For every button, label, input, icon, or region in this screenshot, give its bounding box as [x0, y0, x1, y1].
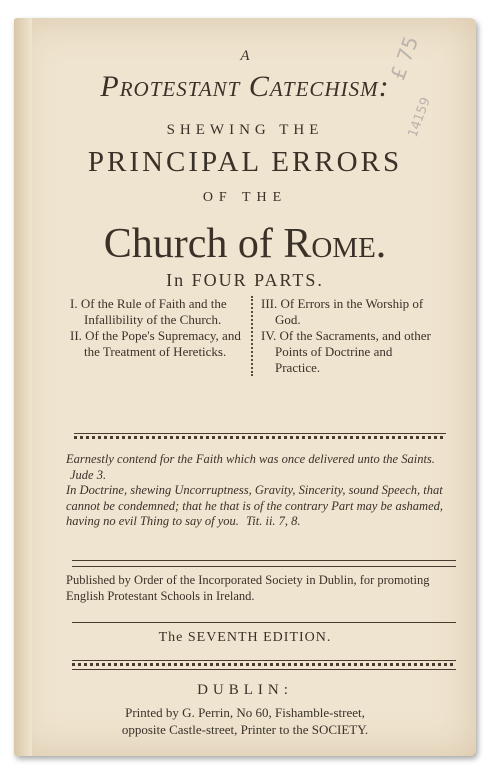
- title-main: Protestant Catechism:: [100, 70, 390, 103]
- quote-titus-ref: Tit. ii. 7, 8.: [246, 514, 301, 528]
- double-rule-bottom: [72, 566, 456, 567]
- rule-above-edition: [72, 622, 456, 623]
- edition-statement: The SEVENTH EDITION.: [158, 630, 332, 645]
- title-principal-errors: PRINCIPAL ERRORS: [87, 146, 403, 178]
- title-church-of-rome: [14, 220, 476, 268]
- quote-jude: [66, 452, 461, 483]
- title-page: [14, 18, 476, 756]
- part-three: III. Of Errors in the Worship of God.: [261, 296, 424, 327]
- part-one: I. Of the Rule of Faith and the Infallibility of the Church.: [70, 296, 227, 327]
- part-four: IV. Of the Sacraments, and other Points of Doctrine and Practice.: [261, 328, 431, 375]
- title-of-the: OF THE: [202, 190, 288, 205]
- parts-right-column: [253, 296, 442, 376]
- pencil-price-note: £ 75: [385, 32, 424, 84]
- title-article: A: [240, 48, 250, 64]
- quote-jude-ref: Jude 3.: [70, 467, 107, 482]
- parts-columns: [62, 296, 442, 376]
- double-rule-top: [72, 560, 456, 561]
- published-by-order: Published by Order of the Incorporated Society in Dublin, for promoting English Protestant Schools in Ireland.: [66, 573, 430, 603]
- imprint-printer: [14, 704, 476, 738]
- quote-jude-text: Earnestly contend for the Faith which was once delivered unto the Saints.: [66, 452, 435, 466]
- imprint-place: DUBLIN:: [197, 682, 293, 698]
- imprint-line-2: opposite Castle-street, Printer to the SOCIETY.: [121, 722, 369, 737]
- in-four-parts-heading: In FOUR PARTS.: [166, 270, 324, 290]
- parts-left-column: [62, 296, 253, 376]
- quote-titus: [66, 483, 461, 530]
- pencil-catalog-number: 14159: [405, 95, 434, 140]
- quote-titus-text: In Doctrine, shewing Uncorruptness, Gravity, Sincerity, sound Speech, that cannot be condemned; that he that is of the contrary Part may be ashamed, having no evil Thing to say of you.: [66, 483, 444, 528]
- part-two: II. Of the Pope's Supremacy, and the Treatment of Hereticks.: [70, 328, 241, 359]
- scripture-quotes: [66, 452, 461, 530]
- title-shewing: SHEWING THE: [166, 122, 324, 138]
- imprint-line-1: Printed by G. Perrin, No 60, Fishamble-street,: [125, 705, 365, 720]
- ornamental-rule-bottom: [72, 660, 456, 670]
- ornamental-rule-top: [74, 433, 446, 440]
- title-church-text: Church of: [103, 221, 284, 267]
- title-rome-text: Rome.: [283, 221, 387, 267]
